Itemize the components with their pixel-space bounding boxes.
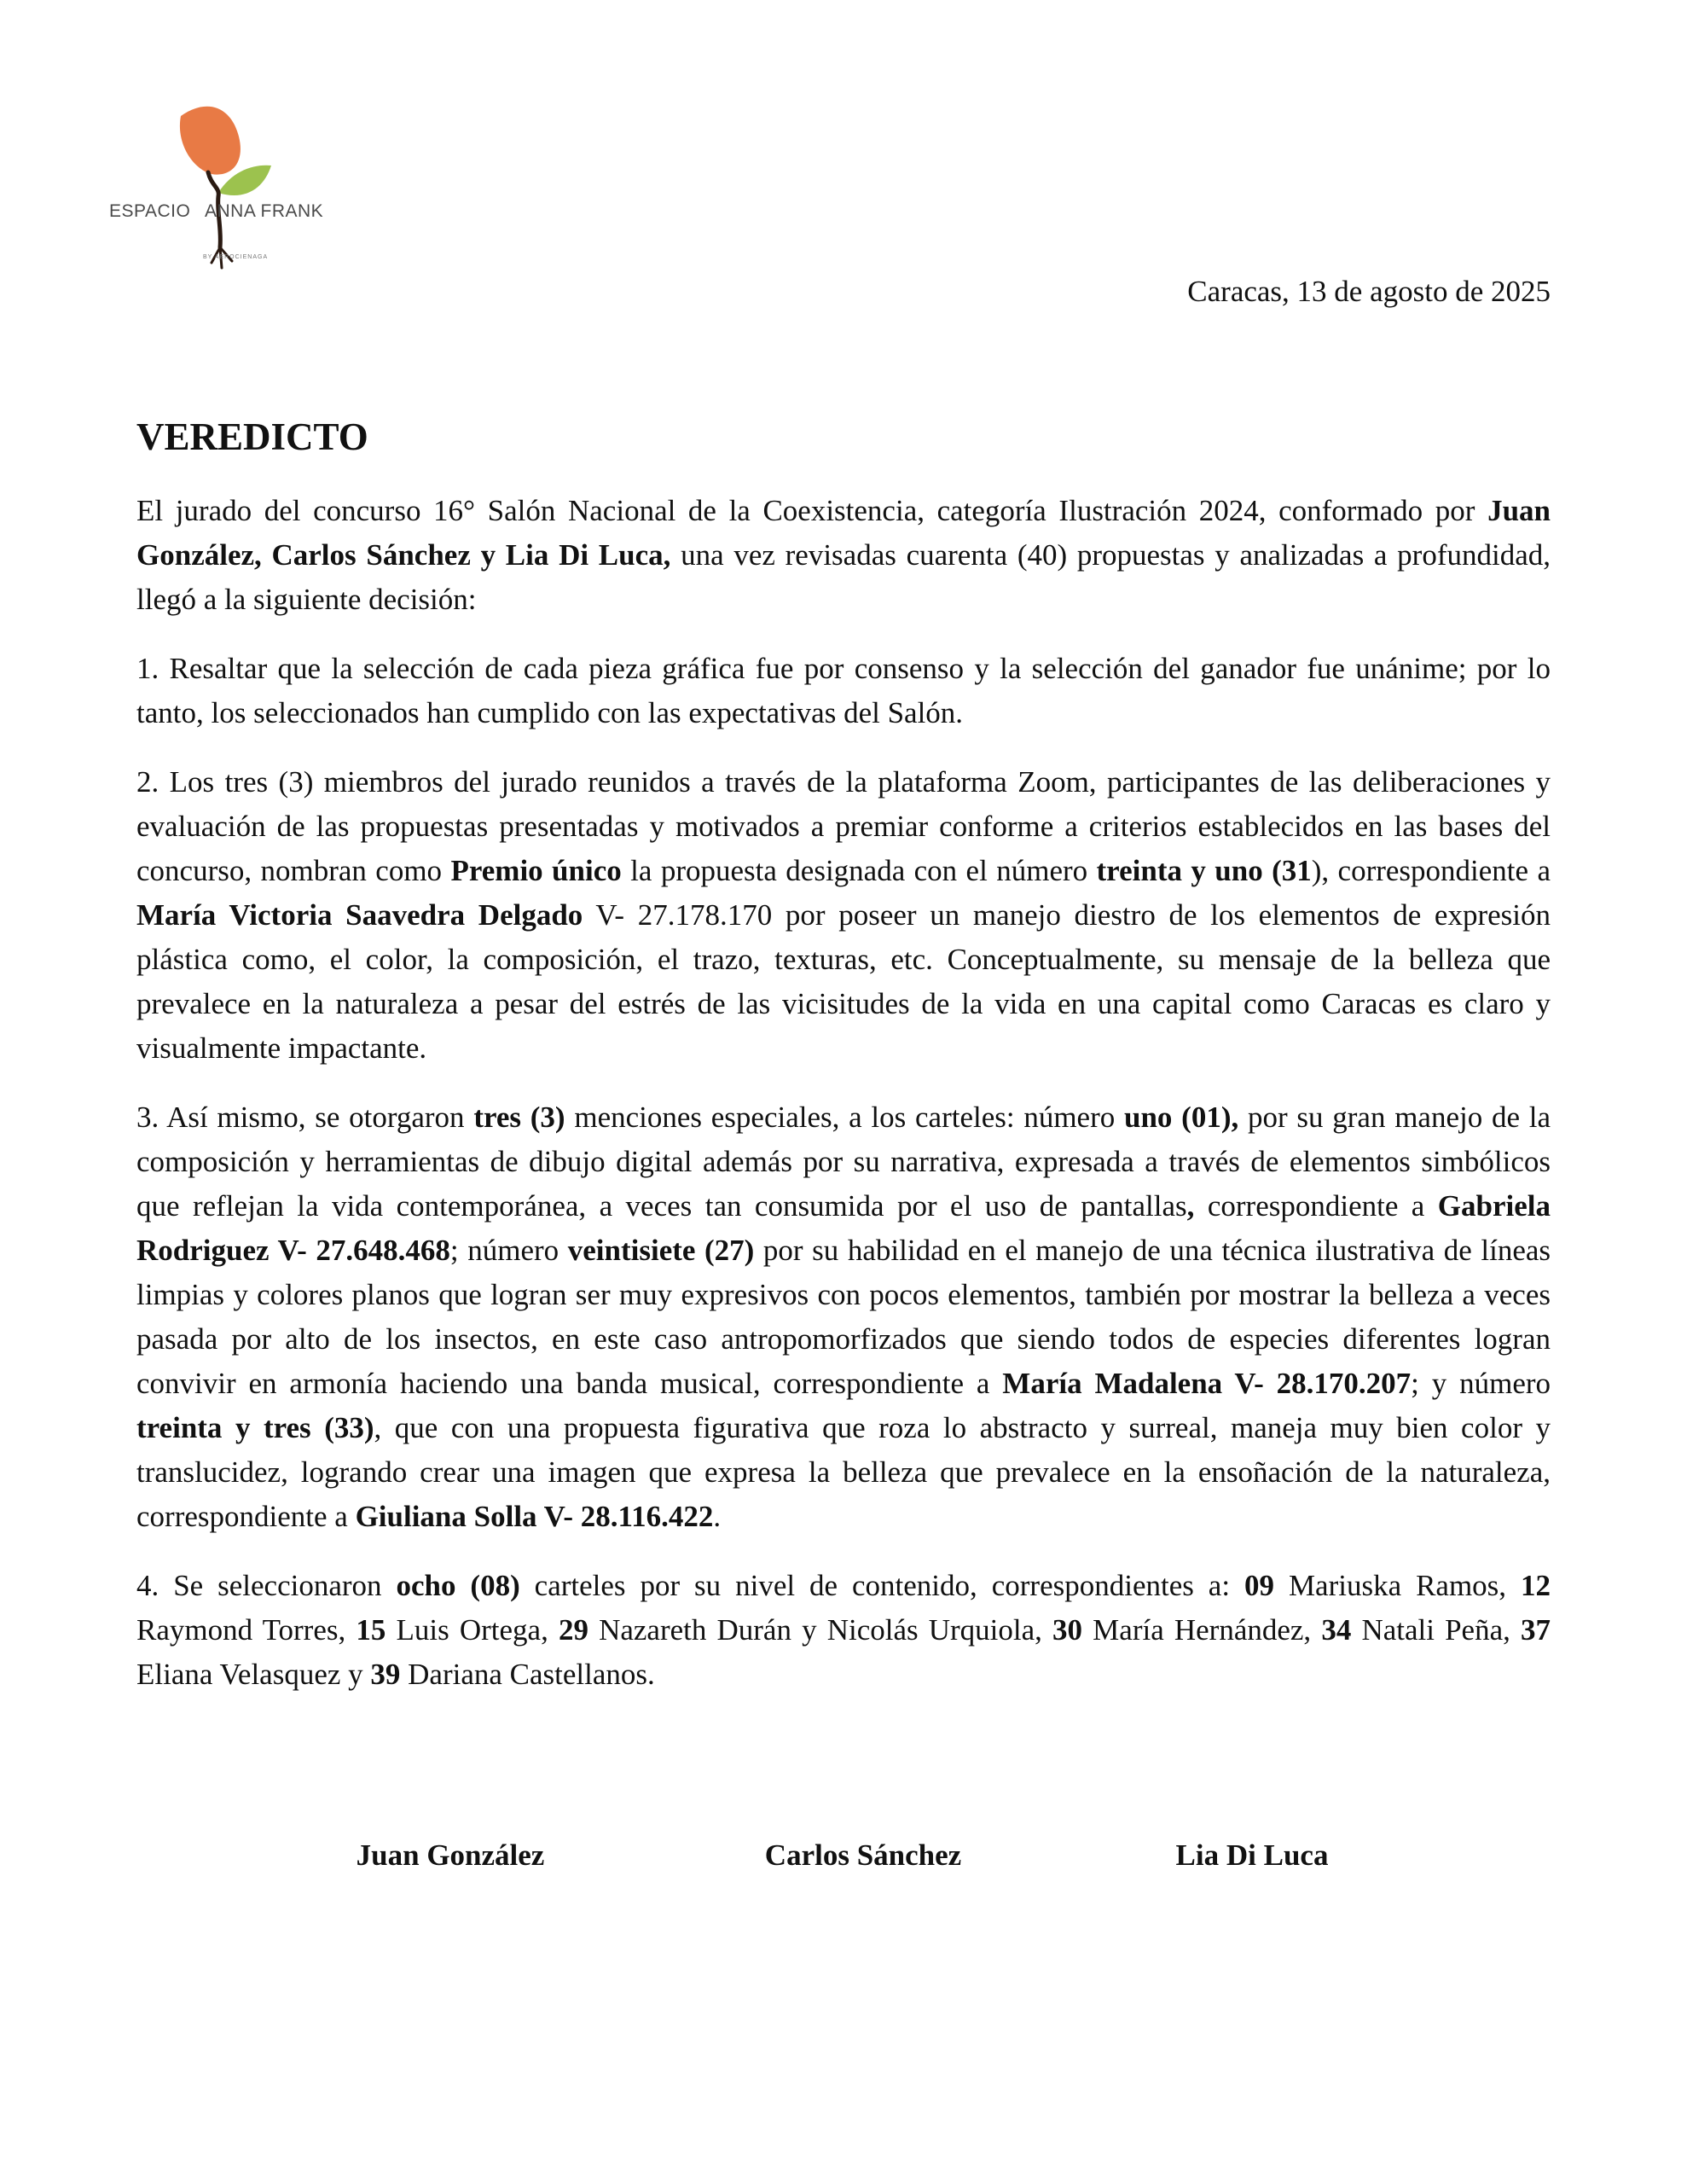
signature-lia-di-luca: Lia Di Luca — [1175, 1838, 1329, 1872]
intro-paragraph — [136, 489, 1551, 622]
item-4-paragraph — [136, 1564, 1551, 1697]
bold-text: treinta y tres (33) — [136, 1411, 374, 1444]
text: , que con una propuesta figurativa que roza lo abstracto y surreal, maneja muy bien color y translucidez, logrando crear una imagen que expresa la belleza que prevalece en la ensoñación de la naturaleza, correspondiente a — [136, 1411, 1551, 1533]
bold-text: uno (01), — [1124, 1101, 1239, 1134]
bold-text: 34 — [1321, 1613, 1352, 1647]
text: por su gran manejo de la composición y herramientas de dibujo digital además por su narrativa, expresada a través de elementos simbólicos que reflejan la vida contemporánea, a veces tan consumida por el uso de pantallas — [136, 1101, 1551, 1223]
text: 3. Así mismo, se otorgaron — [136, 1101, 474, 1134]
text: carteles por su nivel de contenido, correspondientes a: — [519, 1569, 1244, 1602]
winner-name: María Victoria Saavedra Delgado — [136, 898, 583, 932]
text: Dariana Castellanos. — [400, 1658, 655, 1691]
bold-text: 37 — [1521, 1613, 1551, 1647]
text: Mariuska Ramos, — [1274, 1569, 1521, 1602]
text: Natali Peña, — [1351, 1613, 1521, 1647]
bold-text: Gabriela Rodriguez V- 27.648.468 — [136, 1189, 1551, 1267]
text: Nazareth Durán y Nicolás Urquiola, — [588, 1613, 1053, 1647]
bold-text: 12 — [1520, 1569, 1551, 1602]
item-2-paragraph — [136, 760, 1551, 1071]
text: 1. Resaltar que la selección de cada pieza gráfica fue por consenso y la selección del ganador fue unánime; por lo tanto, los seleccionados han cumplido con las expectativas del Salón. — [136, 652, 1551, 729]
document-date: Caracas, 13 de agosto de 2025 — [1187, 275, 1551, 308]
bold-text: treinta y uno (31 — [1096, 854, 1312, 887]
text: ; y número — [1411, 1367, 1551, 1400]
bold-text: veintisiete (27) — [567, 1234, 755, 1267]
text: una vez revisadas cuarenta (40) propuestas y analizadas a profundidad, llegó a la siguiente decisión: — [136, 538, 1551, 616]
logo-name-left: ESPACIO — [109, 201, 191, 221]
bold-text: tres (3) — [473, 1101, 565, 1134]
text: correspondiente a — [1194, 1189, 1438, 1223]
text: V- 27.178.170 por poseer un manejo diestro de los elementos de expresión plástica como, el color, la composición, el trazo, texturas, etc. Conceptualmente, su mensaje de la belleza que prevalece en la naturaleza a pesar del estrés de las vicisitudes de la vida en una capital como Caracas es claro y visualmente impactante. — [136, 898, 1551, 1065]
text: ), correspondiente a — [1311, 854, 1551, 887]
document-title: VEREDICTO — [136, 415, 368, 458]
signature-juan-gonzalez: Juan González — [356, 1838, 545, 1872]
sprout-icon — [102, 92, 333, 280]
bold-text: 15 — [356, 1613, 386, 1647]
bold-text: 30 — [1052, 1613, 1083, 1647]
logo-tagline: BY AEROCIENAGA — [203, 254, 269, 260]
jury-names: Juan González, Carlos Sánchez y Lia Di Luca, — [136, 494, 1551, 572]
bold-text: 29 — [558, 1613, 588, 1647]
text: 2. Los tres (3) miembros del jurado reunidos a través de la plataforma Zoom, participantes de las deliberaciones y evaluación de las propuestas presentadas y motivados a premiar conforme a criterios establecidos en las bases del concurso, nombran como — [136, 765, 1551, 887]
text: María Hernández, — [1082, 1613, 1322, 1647]
bold-text: ocho (08) — [396, 1569, 520, 1602]
text: El jurado del concurso 16° Salón Nacional de la Coexistencia, categoría Ilustración 2024, conformado por — [136, 494, 1488, 527]
text: ; número — [449, 1234, 568, 1267]
orange-leaf — [180, 107, 241, 175]
item-3-paragraph — [136, 1095, 1551, 1539]
logo-name-right: ANNA FRANK — [205, 201, 324, 221]
text: 4. Se seleccionaron — [136, 1569, 397, 1602]
text: . — [713, 1500, 722, 1533]
text: por su habilidad en el manejo de una técnica ilustrativa de líneas limpias y colores planos que logran ser muy expresivos con pocos elementos, también por mostrar la belleza a veces pasada por alto de los insectos, en este caso antropomorfizados que siendo todos de especies diferentes logran convivir en armonía haciendo una banda musical, correspondiente a — [136, 1234, 1551, 1400]
bold-text: María Madalena V- 28.170.207 — [1002, 1367, 1412, 1400]
signature-carlos-sanchez: Carlos Sánchez — [764, 1838, 962, 1872]
espacio-anna-frank-logo — [102, 92, 333, 280]
bold-text: Premio único — [450, 854, 622, 887]
item-1-paragraph — [136, 647, 1551, 735]
bold-text: Giuliana Solla V- 28.116.422 — [355, 1500, 714, 1533]
text: Eliana Velasquez y — [136, 1658, 371, 1691]
document-body — [136, 489, 1551, 1722]
bold-text: 09 — [1244, 1569, 1274, 1602]
bold-text: 39 — [370, 1658, 401, 1691]
text: Raymond Torres, — [136, 1613, 357, 1647]
text: la propuesta designada con el número — [621, 854, 1097, 887]
bold-text: , — [1186, 1189, 1195, 1223]
signatures — [0, 1838, 1687, 1881]
text: menciones especiales, a los carteles: número — [565, 1101, 1124, 1134]
text: Luis Ortega, — [386, 1613, 559, 1647]
